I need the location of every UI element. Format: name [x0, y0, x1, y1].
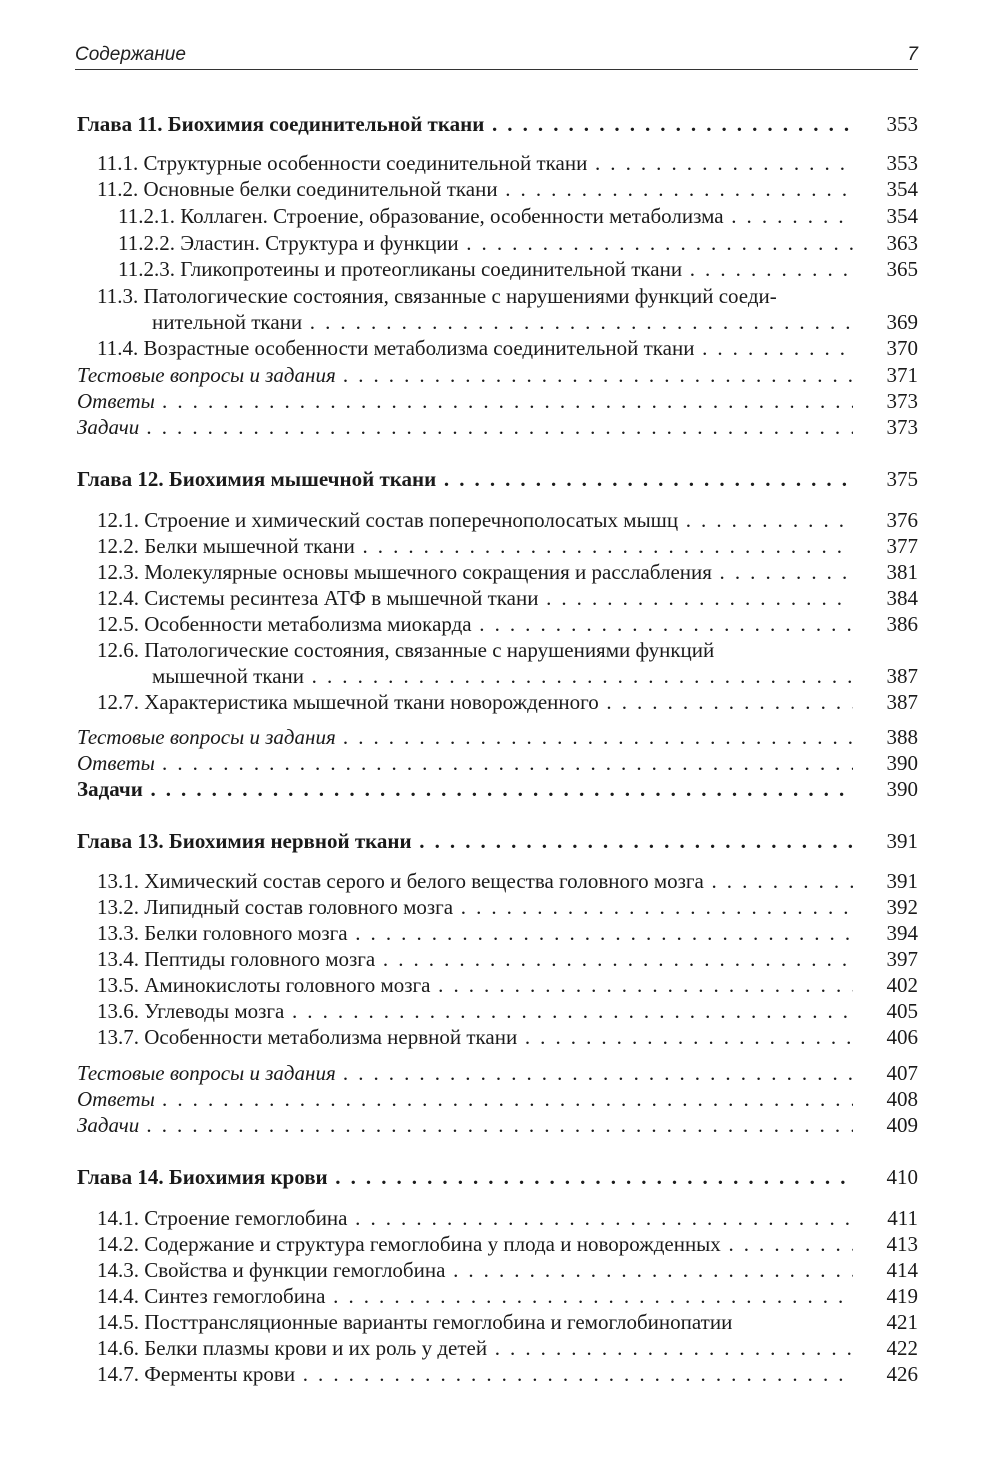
toc-page-number: 410 [886, 1165, 918, 1189]
toc-entry-continuation: нительной ткани . . . [152, 309, 853, 335]
toc-entry-text: Глава 14. Биохимия крови . . . [77, 1164, 853, 1190]
toc-entry-text: 12.6. Патологические состояния, связанные с нарушениями функций [97, 638, 715, 662]
toc-entry-text: Задачи . . . [77, 414, 853, 440]
toc-entry-text: Задачи . . . [77, 1112, 853, 1138]
toc-page-number: 391 [886, 869, 918, 893]
toc-page-number: 386 [886, 612, 918, 636]
toc-entry-text: 11.4. Возрастные особенности метаболизма соединительной ткани . . . [97, 335, 853, 361]
toc-entry-text: 13.1. Химический состав серого и белого вещества головного мозга . . . [97, 868, 853, 894]
toc-entry-text: 12.3. Молекулярные основы мышечного сокращения и расслабления . . . [97, 559, 853, 585]
toc-entry-text: Глава 12. Биохимия мышечной ткани . . . [77, 466, 853, 492]
toc-page-number: 406 [886, 1025, 918, 1049]
toc-page-number: 387 [886, 690, 918, 714]
toc-page-number: 384 [886, 586, 918, 610]
toc-page-number: 353 [886, 151, 918, 175]
toc-entry-text: 12.7. Характеристика мышечной ткани новорожденного . . . [97, 689, 853, 715]
toc-entry-text: 11.1. Структурные особенности соединительной ткани . . . [97, 150, 853, 176]
toc-page-number: 377 [886, 534, 918, 558]
toc-entry-text: 12.2. Белки мышечной ткани . . . [97, 533, 853, 559]
toc-page-number: 388 [886, 725, 918, 749]
toc-page-number: 426 [886, 1362, 918, 1386]
running-head-page-number: 7 [907, 44, 918, 65]
toc-entry-text: 11.2.3. Гликопротеины и протеогликаны соединительной ткани . . . [118, 256, 853, 282]
toc-page-number: 397 [886, 947, 918, 971]
toc-page-number: 405 [886, 999, 918, 1023]
header-rule [75, 69, 918, 70]
toc-entry-text: 13.5. Аминокислоты головного мозга . . . [97, 972, 853, 998]
toc-page-number: 376 [886, 508, 918, 532]
toc-page-number: 422 [886, 1336, 918, 1360]
toc-entry-text: 11.3. Патологические состояния, связанные с нарушениями функций соеди- [97, 284, 777, 308]
toc-entry-text: 14.2. Содержание и структура гемоглобина у плода и новорожденных . . . [97, 1231, 853, 1257]
toc-page-number: 363 [886, 231, 918, 255]
toc-page-number: 411 [887, 1206, 918, 1230]
toc-entry-text: Тестовые вопросы и задания . . . [77, 1060, 853, 1086]
toc-entry-text: 14.7. Ферменты крови . . . [97, 1361, 853, 1387]
toc-page-number: 409 [886, 1113, 918, 1137]
toc-page-number: 370 [886, 336, 918, 360]
toc-page-number: 354 [886, 177, 918, 201]
toc-entry-text: 13.4. Пептиды головного мозга . . . [97, 946, 853, 972]
toc-entry-text: 12.1. Строение и химический состав поперечнополосатых мышц . . . [97, 507, 853, 533]
running-head-title: Содержание [75, 44, 186, 65]
toc-page-number: 390 [886, 751, 918, 775]
toc-entry-text: 12.4. Системы ресинтеза АТФ в мышечной ткани . . . [97, 585, 853, 611]
toc-page-number: 354 [886, 204, 918, 228]
toc-page-number: 381 [886, 560, 918, 584]
toc-page-number: 394 [886, 921, 918, 945]
toc-page-number: 373 [886, 389, 918, 413]
toc-entry-text: 12.5. Особенности метаболизма миокарда . . . [97, 611, 853, 637]
toc-page-number: 371 [886, 363, 918, 387]
toc-entry-text: 14.5. Посттрансляционные варианты гемоглобина и гемоглобинопатии [97, 1310, 733, 1334]
toc-entry-continuation: мышечной ткани . . . [152, 663, 853, 689]
toc-entry-text: 14.3. Свойства и функции гемоглобина . . . [97, 1257, 853, 1283]
toc-page-number: 408 [886, 1087, 918, 1111]
toc-entry-text: Глава 13. Биохимия нервной ткани . . . [77, 828, 853, 854]
running-head [75, 44, 918, 66]
toc-entry-text: 14.4. Синтез гемоглобина . . . [97, 1283, 853, 1309]
toc-entry-text: 13.7. Особенности метаболизма нервной ткани . . . [97, 1024, 853, 1050]
toc-page-number: 413 [886, 1232, 918, 1256]
toc-entry-text: Тестовые вопросы и задания . . . [77, 724, 853, 750]
toc-entry-text: 14.1. Строение гемоглобина . . . [97, 1205, 853, 1231]
toc-entry-text: Ответы . . . [77, 388, 853, 414]
toc-entry-text: 11.2. Основные белки соединительной ткани . . . [97, 176, 853, 202]
toc-page-number: 391 [886, 829, 918, 853]
toc-page-number: 365 [886, 257, 918, 281]
toc-page-number: 402 [886, 973, 918, 997]
toc-entry-text: Тестовые вопросы и задания . . . [77, 362, 853, 388]
toc-page-number: 369 [886, 310, 918, 334]
toc-entry-text: Глава 11. Биохимия соединительной ткани . . . [77, 111, 853, 137]
toc-page-number: 375 [886, 467, 918, 491]
toc-entry-text: Ответы . . . [77, 1086, 853, 1112]
toc-entry-text: 13.2. Липидный состав головного мозга . . . [97, 894, 853, 920]
toc-entry-text: 13.3. Белки головного мозга . . . [97, 920, 853, 946]
toc-page-number: 414 [886, 1258, 918, 1282]
toc-page-number: 419 [886, 1284, 918, 1308]
toc-page-number: 390 [886, 777, 918, 801]
toc-page-number: 392 [886, 895, 918, 919]
toc-entry-text: 13.6. Углеводы мозга . . . [97, 998, 853, 1024]
toc-entry-text: 11.2.1. Коллаген. Строение, образование, особенности метаболизма . . . [118, 203, 853, 229]
toc-entry-text: Задачи . . . [77, 776, 853, 802]
toc-page-number: 353 [886, 112, 918, 136]
toc-page-number: 373 [886, 415, 918, 439]
toc-entry-text: 11.2.2. Эластин. Структура и функции . . . [118, 230, 853, 256]
toc-page-number: 387 [886, 664, 918, 688]
toc-entry-text: Ответы . . . [77, 750, 853, 776]
toc-entry-text: 14.6. Белки плазмы крови и их роль у детей . . . [97, 1335, 853, 1361]
toc-page-number: 421 [886, 1310, 918, 1334]
toc-page-number: 407 [886, 1061, 918, 1085]
